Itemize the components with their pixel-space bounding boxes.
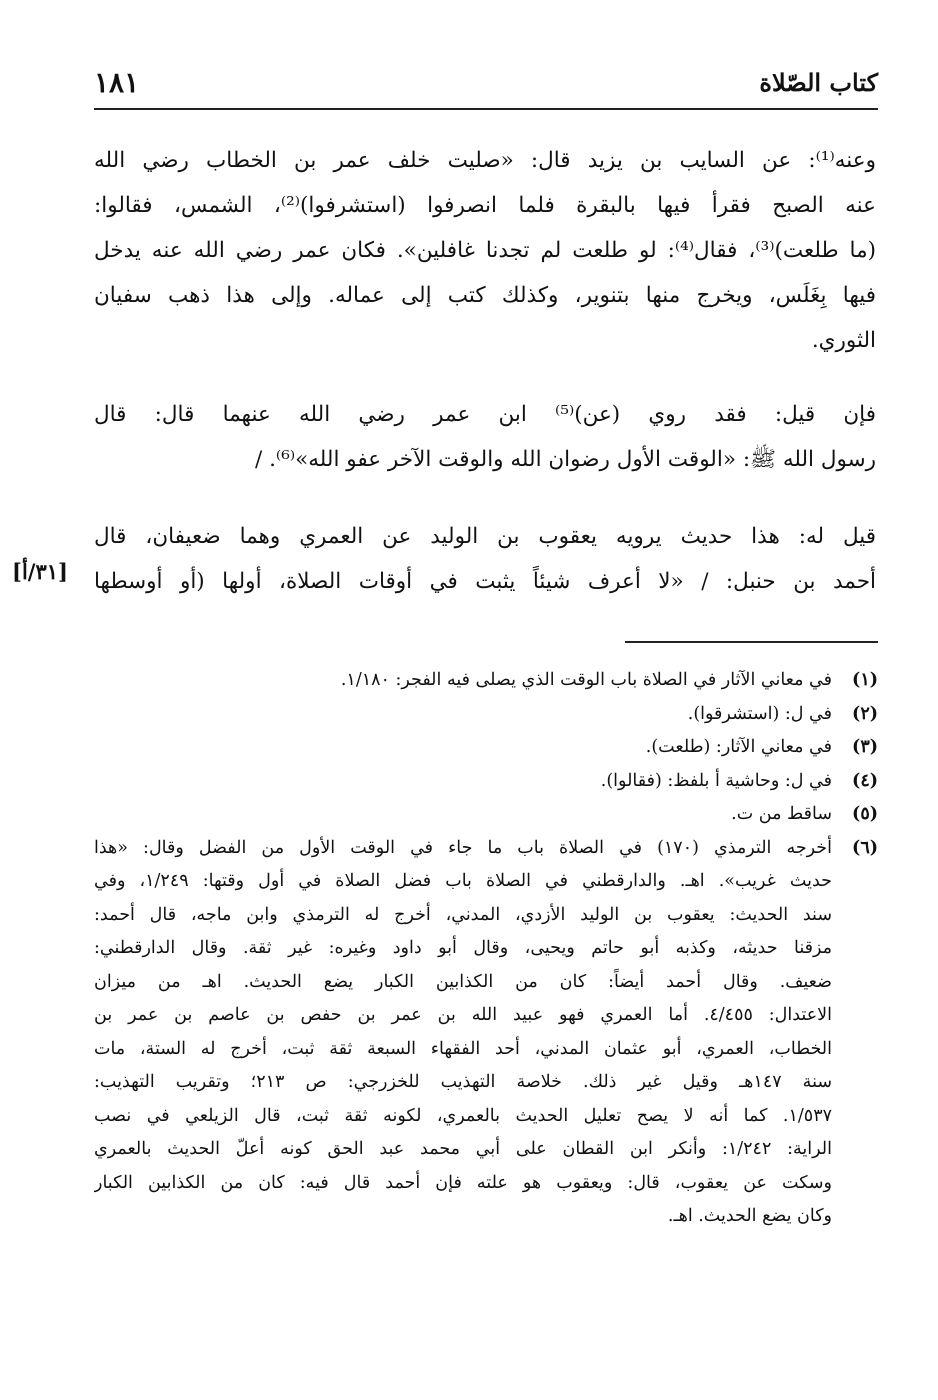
footnote-number: (٣) — [852, 737, 878, 757]
footnote-number: (٢) — [852, 703, 878, 724]
footnote-line: أخرجه الترمذي (١٧٠) في الصلاة باب ما جاء في الوقت الأول من الفضل وقال: «هذا — [94, 837, 832, 858]
text-line: رسول الله ﷺ: «الوقت الأول رضوان الله والوقت الآخر عفو الله»⁽⁶⁾. / — [255, 447, 876, 472]
footnotes — [94, 664, 878, 1234]
footnote-line: ضعيف. وقال أحمد أيضاً: كان من الكذابين الكبار يضع الحديث. اهـ من ميزان — [94, 971, 832, 992]
footnote-number: (٦) — [852, 837, 878, 858]
footnote — [94, 765, 878, 799]
text-line: فإن قيل: فقد روي (عن)⁽⁵⁾ ابن عمر رضي الله عنهما قال: قال — [94, 402, 876, 427]
text-line: وعنه⁽¹⁾: عن السايب بن يزيد قال: «صليت خلف عمر بن الخطاب رضي الله — [94, 148, 876, 173]
paragraph-1 — [94, 138, 876, 363]
footnote — [94, 698, 878, 732]
footnote-line: وسكت عن يعقوب، قال: ويعقوب هو علته فإن أحمد قال فيه: كان من الكذابين الكبار — [94, 1172, 832, 1193]
paragraph-3 — [94, 514, 876, 604]
footnote-line: حديث غريب». اهـ. والدارقطني في الصلاة باب فضل الصلاة في أول وقتها: ١/٢٤٩، وفي — [94, 871, 832, 891]
footnote-line: سند الحديث: يعقوب بن الوليد الأزدي، المدني، أخرج له الترمذي وابن ماجه، قال أحمد: — [94, 904, 832, 925]
footnote-line: سنة ١٤٧هـ وقيل غير ذلك. خلاصة التهذيب للخزرجي: ص ٢١٣؛ وتقريب التهذيب: — [94, 1072, 832, 1092]
footnote-line: الاعتدال: ٤/٤٥٥. أما العمري فهو عبيد الله بن عمر بن حفص بن عاصم بن عمر بن — [94, 1005, 832, 1025]
page-header — [94, 66, 878, 106]
manuscript-folio-reference: [٣١/أ] — [12, 559, 68, 584]
text-line: (ما طلعت)⁽³⁾، فقال⁽⁴⁾: لو طلعت لم تجدنا غافلين». فكان عمر رضي الله عنه يدخل — [94, 238, 876, 263]
footnote-line: الخطاب، العمري، أبو عثمان المدني، أحد الفقهاء السبعة ثقة ثبت، أخرج له الستة، مات — [94, 1038, 832, 1059]
footnote-number: (١) — [852, 670, 878, 690]
footnote — [94, 664, 878, 698]
footnote-line: الراية: ١/٢٤٢: وأنكر ابن القطان على أبي محمد عبد الحق كونه أعلّ الحديث بالعمري — [94, 1139, 832, 1159]
text-line: عنه الصبح فقرأ فيها بالبقرة فلما انصرفوا (استشرفوا)⁽²⁾، الشمس، فقالوا: — [94, 193, 876, 218]
footnote — [94, 832, 878, 1234]
footnote-separator — [625, 641, 878, 643]
footnote-line: في معاني الآثار: (طلعت). — [645, 737, 832, 757]
page-number: ١٨١ — [94, 66, 140, 99]
footnote-number: (٤) — [852, 770, 878, 791]
paragraph-2 — [94, 392, 876, 482]
footnote-line: مزقنا حديثه، وكذبه أبو حاتم ويحيى، وقال أبو داود وغيره: غير ثقة. وقال الدارقطني: — [94, 938, 832, 958]
footnote-line: وكان يضع الحديث. اهـ. — [667, 1206, 832, 1226]
footnote-line: ١/٥٣٧. كما أنه لا يصح تعليل الحديث بالعمري، لكونه ثقة ثبت، قال الزيلعي في نصب — [94, 1105, 832, 1126]
footnote-line: ساقط من ت. — [731, 804, 832, 824]
text-line: الثوري. — [811, 328, 876, 353]
text-line: أحمد بن حنبل: / «لا أعرف شيئاً يثبت في أوقات الصلاة، أولها (أو أوسطها — [94, 569, 876, 594]
header-rule — [94, 108, 878, 110]
footnote-line: في ل: (استشرقوا). — [687, 703, 832, 724]
text-line: قيل له: هذا حديث يرويه يعقوب بن الوليد عن العمري وهما ضعيفان، قال — [94, 524, 876, 549]
footnote — [94, 798, 878, 832]
footnote-line: في معاني الآثار في الصلاة باب الوقت الذي يصلى فيه الفجر: ١/١٨٠. — [340, 670, 832, 690]
footnote — [94, 731, 878, 765]
text-line: فيها بِغَلَس، ويخرج منها بتنوير، وكذلك كتب إلى عماله. وإلى هذا ذهب سفيان — [94, 283, 876, 308]
footnote-line: في ل: وحاشية أ بلفظ: (فقالوا). — [600, 770, 832, 791]
footnote-number: (٥) — [852, 804, 878, 824]
running-title: كتاب الصّلاة — [759, 68, 878, 97]
